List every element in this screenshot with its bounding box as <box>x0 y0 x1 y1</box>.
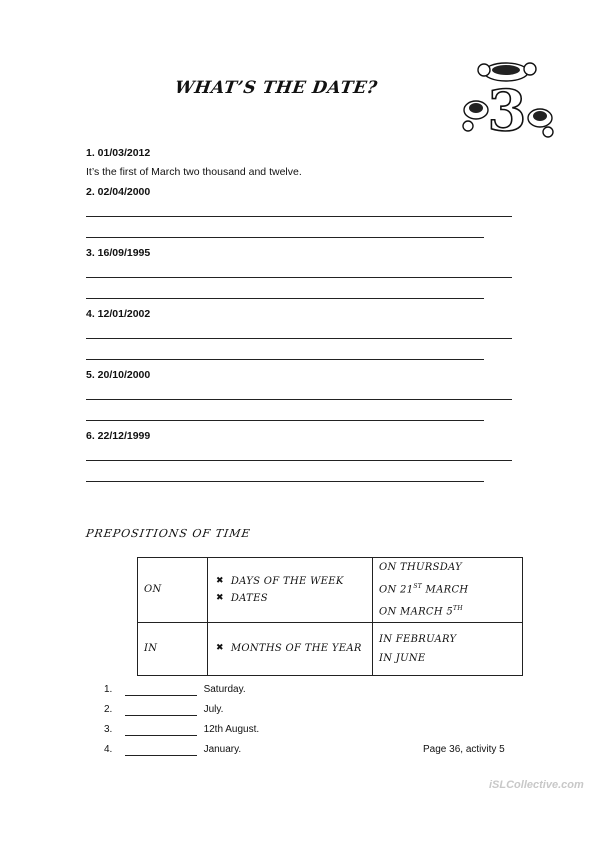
exercise-item <box>104 704 223 716</box>
answer-line[interactable] <box>86 481 484 482</box>
exercise-text: 12th August. <box>203 724 260 735</box>
fill-blank[interactable] <box>125 684 197 696</box>
date-item-heading: 5. 20/10/2000 <box>86 369 151 381</box>
examples-cell <box>373 558 523 623</box>
date-item-heading: 1. 01/03/2012 <box>86 147 151 159</box>
example-line: ON 21ST MARCH <box>379 583 469 596</box>
usage-cell <box>208 558 373 623</box>
number-three-turtles-clip-art <box>458 58 556 146</box>
usage-item: ✖ DATES <box>214 590 366 607</box>
usage-cell <box>208 622 373 675</box>
example-line: ON THURSDAY <box>379 562 463 573</box>
date-item-heading: 6. 22/12/1999 <box>86 430 151 442</box>
fill-blank[interactable] <box>125 724 197 736</box>
exercise-text: January. <box>203 744 242 755</box>
table-row <box>138 558 523 623</box>
date-item-heading: 4. 12/01/2002 <box>86 308 151 320</box>
answer-line[interactable] <box>86 298 484 299</box>
svg-text:3: 3 <box>487 78 527 144</box>
example-line: IN FEBRUARY <box>379 633 457 645</box>
example-answer: It’s the first of March two thousand and twelve. <box>86 166 302 178</box>
x-bullet-icon: ✖ <box>216 643 224 654</box>
exercise-item <box>104 744 241 756</box>
answer-line[interactable] <box>86 237 484 238</box>
prepositions-table <box>137 557 523 676</box>
exercise-number: 3. <box>104 724 113 735</box>
exercise-number: 4. <box>104 744 113 755</box>
page-title: WHAT’S THE DATE? <box>173 78 379 98</box>
answer-line[interactable] <box>86 338 512 339</box>
exercise-text: July. <box>203 704 224 715</box>
table-row <box>138 622 523 675</box>
answer-line[interactable] <box>86 216 512 217</box>
answer-line[interactable] <box>86 359 484 360</box>
examples-cell <box>373 622 523 675</box>
usage-item: ✖ DAYS OF THE WEEK <box>214 573 366 590</box>
section-title: PREPOSITIONS OF TIME <box>85 527 252 540</box>
exercise-item <box>104 684 246 696</box>
answer-line[interactable] <box>86 277 512 278</box>
page-reference: Page 36, activity 5 <box>423 744 505 755</box>
exercise-number: 1. <box>104 684 113 695</box>
answer-line[interactable] <box>86 420 484 421</box>
exercise-item <box>104 724 259 736</box>
fill-blank[interactable] <box>125 704 197 716</box>
example-line: ON MARCH 5TH <box>379 605 463 618</box>
preposition-cell: IN <box>138 622 208 675</box>
date-item-heading: 2. 02/04/2000 <box>86 186 151 198</box>
usage-item: ✖ MONTHS OF THE YEAR <box>214 640 366 657</box>
preposition-cell: ON <box>138 558 208 623</box>
answer-line[interactable] <box>86 399 512 400</box>
watermark: iSLCollective.com <box>489 779 584 791</box>
date-item-heading: 3. 16/09/1995 <box>86 247 151 259</box>
exercise-number: 2. <box>104 704 113 715</box>
example-line: IN JUNE <box>379 652 426 664</box>
answer-line[interactable] <box>86 460 512 461</box>
fill-blank[interactable] <box>125 744 197 756</box>
exercise-text: Saturday. <box>203 684 246 695</box>
x-bullet-icon: ✖ <box>216 575 224 586</box>
x-bullet-icon: ✖ <box>216 592 224 603</box>
